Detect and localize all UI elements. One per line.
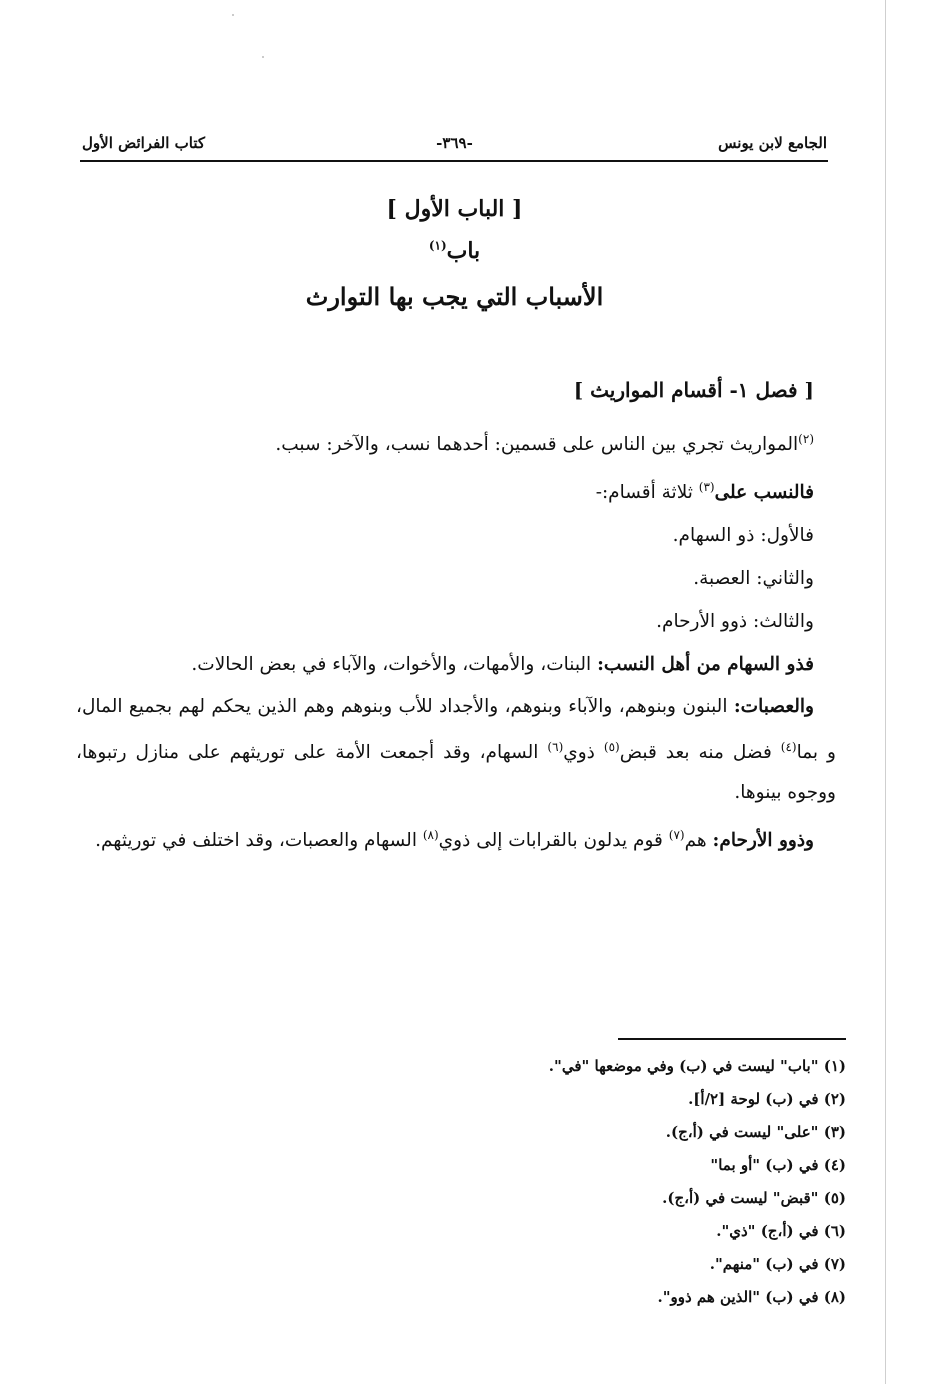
scan-speck <box>262 56 264 58</box>
chapter-heading: [ الباب الأول ] <box>386 196 523 222</box>
bab-heading <box>82 238 827 282</box>
chapter-title: كتاب الفرائض الأول <box>82 134 205 152</box>
footnote: (٧) في (ب) "منهم". <box>709 1255 846 1273</box>
footnote: (٢) في (ب) لوحة [٢/أ]. <box>688 1090 846 1108</box>
book-title: الجامع لابن يونس <box>718 134 827 152</box>
paragraph: والثالث: ذوو الأرحام. <box>656 611 814 633</box>
paragraph-lead: والعصبات: <box>733 696 814 718</box>
footnote-rule <box>618 1038 846 1040</box>
paragraph-text: السهام، وقد أجمعت الأمة على توريثهم على منازل رتبوها، ووجوه بينوها. <box>76 742 836 804</box>
main-heading: الأسباب التي يجب بها التوارث <box>305 282 604 311</box>
paragraph-text: ثلاثة أقسام:- <box>595 482 699 504</box>
paragraph <box>76 418 836 466</box>
footnote: (٦) في (أ،ج) "ذي". <box>716 1222 846 1240</box>
page-number: -٣٦٩- <box>436 134 473 152</box>
paragraph <box>76 466 836 514</box>
paragraph-lead: فذو السهام من أهل النسب: <box>597 654 814 676</box>
paragraph <box>76 687 836 813</box>
paragraph-text: هم <box>684 830 713 852</box>
paragraph <box>76 815 836 861</box>
paragraph-text: البنات، والأمهات، والأخوات، والآباء في بعض الحالات. <box>191 654 598 676</box>
footnote-ref: (٦) <box>547 740 564 755</box>
paragraph-text: السهام والعصبات، وقد اختلف في توريثهم. <box>95 830 423 852</box>
paragraph-text: ذوي <box>563 742 604 764</box>
paragraph-text: فضل منه بعد قبض <box>619 742 781 764</box>
footnote-ref: (١) <box>428 238 447 253</box>
paragraph-text: قوم يدلون بالقرابات إلى ذوي <box>438 830 669 852</box>
paragraph: فالأول: ذو السهام. <box>672 525 814 547</box>
section-title: [ فصل ١- أقسام المواريث ] <box>573 378 814 402</box>
footnote: (٤) في (ب) "أو بما" <box>710 1156 846 1174</box>
footnote-ref: (٥) <box>603 740 620 755</box>
footnote-ref: (٨) <box>422 828 439 843</box>
scan-edge-line <box>885 0 886 1384</box>
footnote: (٣) "على" ليست في (أ،ج). <box>665 1123 846 1141</box>
paragraph-lead: وذوو الأرحام: <box>712 830 814 852</box>
footnote-ref: (٣) <box>698 480 715 495</box>
page-header <box>82 128 827 158</box>
body-text <box>76 370 836 862</box>
scan-speck <box>232 14 234 16</box>
footnote: (١) "باب" ليست في (ب) وفي موضعها "في". <box>548 1057 846 1075</box>
footnote-ref: (٢) <box>798 432 814 446</box>
footnote: (٨) في (ب) "الذين هم ذوو". <box>657 1288 846 1306</box>
bab-label: باب <box>446 238 481 264</box>
paragraph <box>76 645 836 685</box>
paragraph-text: المواريث تجري بين الناس على قسمين: أحدهما نسب، والآخر: سبب. <box>275 434 799 456</box>
footnote-ref: (٧) <box>668 828 685 843</box>
paragraph: والثاني: العصبة. <box>693 568 814 590</box>
paragraph-text: البنون وبنوهم، والآباء وبنوهم، والأجداد للأب وبنوهم وهم الذين يحكم لهم بجميع المال، و بما <box>76 696 836 764</box>
paragraph-lead: فالنسب على <box>714 482 814 504</box>
footnotes <box>500 1050 846 1314</box>
footnote-ref: (٤) <box>780 740 797 755</box>
header-rule <box>80 160 828 162</box>
footnote: (٥) "قبض" ليست في (أ،ج). <box>662 1189 846 1207</box>
title-block <box>82 190 827 322</box>
